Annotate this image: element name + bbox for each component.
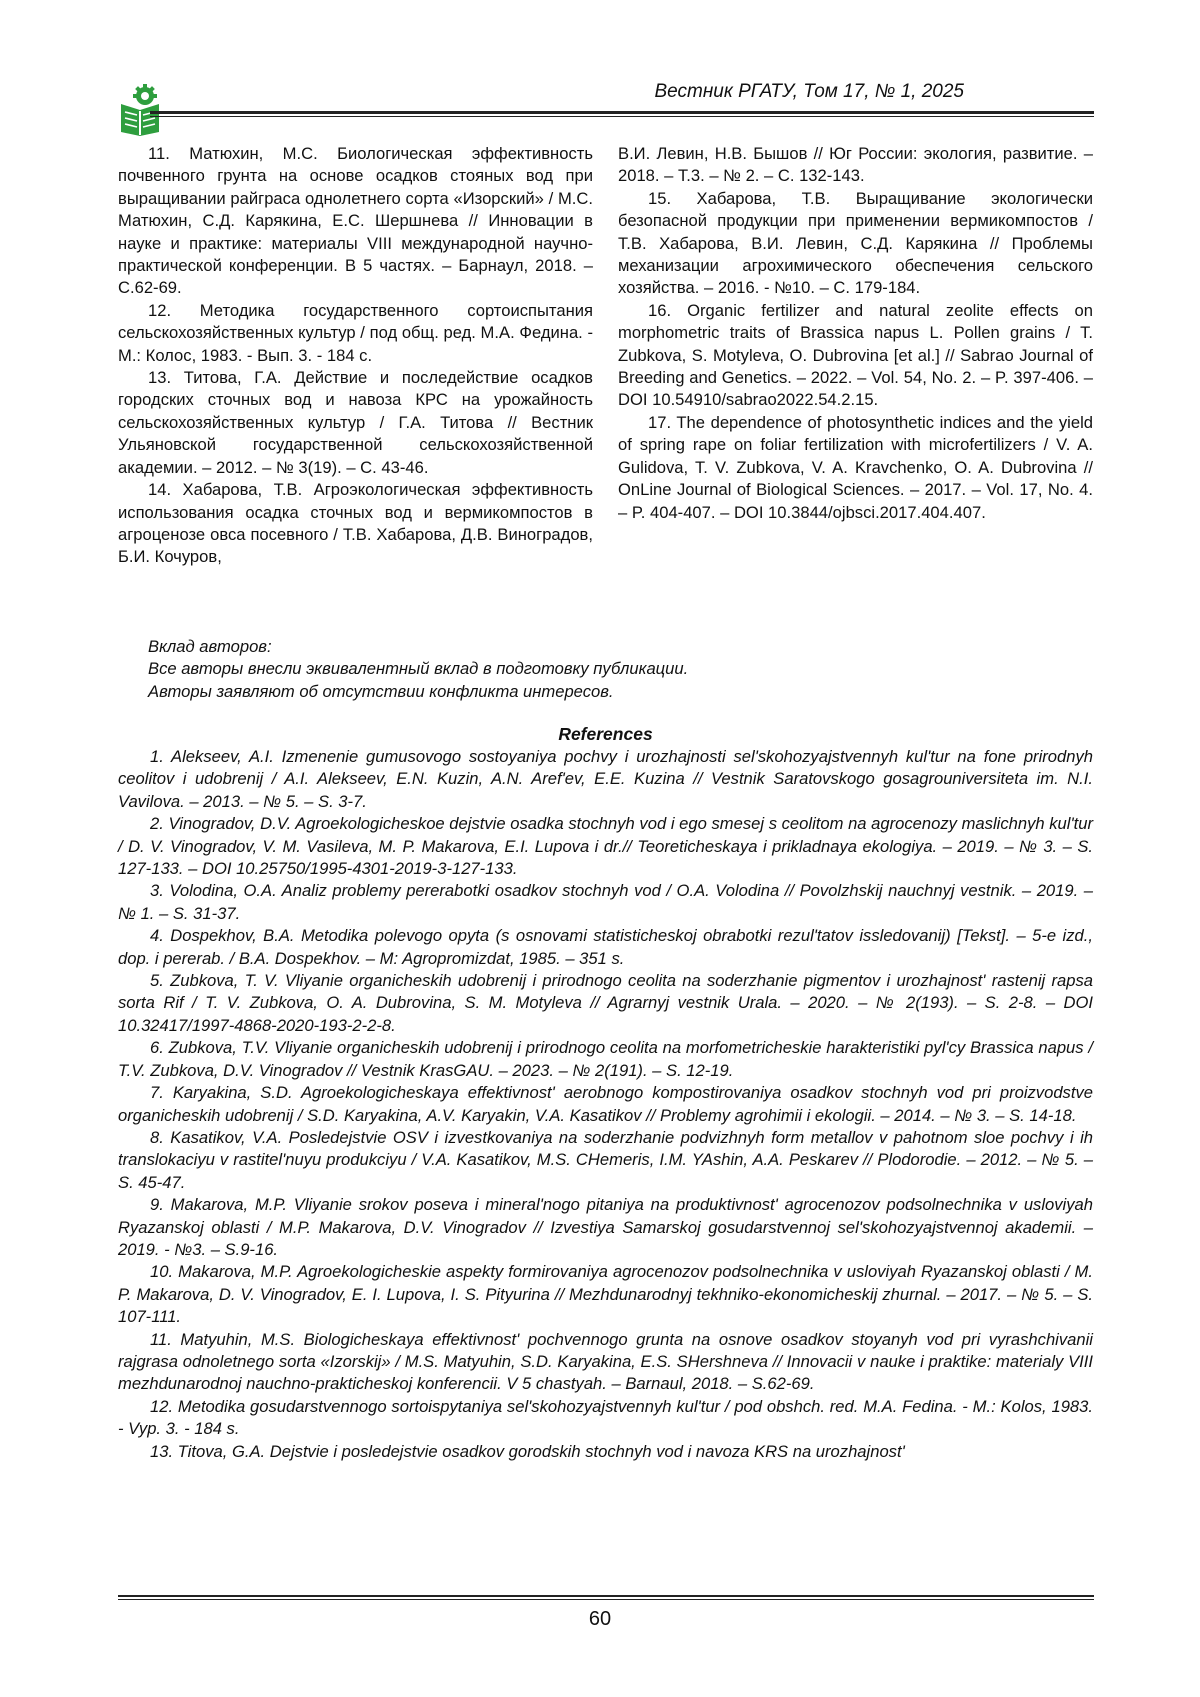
reference-item: 12. Методика государственного сортоиспытания сельскохозяйственных культур / под общ. ред. М.А. Федина. - М.: Колос, 1983. - Вып. 3. - 184 с. [118,300,593,365]
journal-header: Вестник РГАТУ, Том 17, № 1, 2025 [654,81,964,102]
left-column [118,143,593,569]
reference-item: 16. Organic fertilizer and natural zeolite effects on morphometric traits of Brassica napus L. Pollen grains / T. Zubkova, S. Motyleva, O. Dubrovina [et al.] // Sabrao Journal of Breeding and Genetics. – 2022. – Vol. 54, No. 2. – P. 397-406. – DOI 10.54910/sabrao2022.54.2.15. [618,300,1093,410]
reference-item: 4. Dospekhov, B.A. Metodika polevogo opyta (s osnovami statisticheskoj obrabotki rezul'tatov issledovanij) [Tekst]. – 5-e izd., dop. i pererab. / B.A. Dospekhov. – M: Agropromizdat, 1985. – 351 s. [118,926,1093,968]
reference-item: 11. Matyuhin, M.S. Biologicheskaya effektivnost' pochvennogo grunta na osnove osadkov stoyanyh vod pri vyrashchivanii rajgrasa odnoletnego sorta «Izorskij» / M.S. Matyuhin, S.D. Karyakina, E.S. SHershneva // Innovacii v nauke i praktike: materialy VIII mezhdunarodnoj nauchno-prakticheskoj konferencii. V 5 chastyah. – Barnaul, 2018. – S.62-69. [118,1329,1093,1394]
reference-item: 2. Vinogradov, D.V. Agroekologicheskoe dejstvie osadka stochnyh vod i ego smesej s ceolitom na agrocenozy maslichnyh kul'tur / D. V. Vinogradov, V. M. Vasileva, M. P. Makarova, E.I. Lupova i dr.// Teoreticheskaya i prikladnaya ekologiya. – 2019. – № 3. – S. 127-133. – DOI 10.25750/1995-4301-2019-3-127-133. [118,814,1093,879]
contribution-statement: Все авторы внесли эквивалентный вклад в подготовку публикации. [148,659,689,679]
reference-item: 14. Хабарова, Т.В. Агроэкологическая эффективность использования осадка сточных вод и вермикомпостов в агроценозе овса посевного / Т.В. Хабарова, Д.В. Виноградов, Б.И. Кочуров, [118,480,593,567]
footer-rule [118,1595,1094,1600]
reference-item: 7. Karyakina, S.D. Agroekologicheskaya effektivnost' aerobnogo kompostirovaniya osadkov stochnyh vod pri proizvodstve organicheskih udobrenij / S.D. Karyakina, A.V. Karyakin, V.A. Kasatikov // Problemy agrohimii i ekologii. – 2014. – № 3. – S. 14-18. [118,1083,1093,1125]
two-column-body [118,143,1093,623]
reference-item: 15. Хабарова, Т.В. Выращивание экологически безопасной продукции при применении вермикомпостов / Т.В. Хабарова, В.И. Левин, С.Д. Карякина // Проблемы механизации агрохимического обеспечения сельского хозяйства. – 2016. - №10. – С. 179-184. [618,188,1093,298]
reference-continuation: В.И. Левин, Н.В. Бышов // Юг России: экология, развитие. – 2018. – Т.3. – № 2. – С. 132-143. [618,144,1093,186]
reference-item: 11. Матюхин, М.С. Биологическая эффективность почвенного грунта на основе осадков стояных вод при выращивании райграса однолетнего сорта «Изорский» / М.С. Матюхин, С.Д. Карякина, Е.С. Шершнева // Инновации в науке и практике: материалы VIII международной научно-практической конференции. В 5 частях. – Барнаул, 2018. – С.62-69. [118,144,593,298]
reference-item: 9. Makarova, M.P. Vliyanie srokov poseva i mineral'nogo pitaniya na produktivnost' agrocenozov podsolnechnika v usloviyah Ryazanskoj oblasti / M.P. Makarova, D.V. Vinogradov // Izvestiya Samarskoj gosudarstvennoj sel'skohozyajstvennoj akademii. – 2019. - №3. – S.9-16. [118,1195,1093,1259]
references-section [118,722,1093,1463]
reference-item: 5. Zubkova, T. V. Vliyanie organicheskih udobrenij i prirodnogo ceolita na soderzhanie pigmentov i urozhajnost' rastenij rapsa sorta Rif / T. V. Zubkova, O. A. Dubrovina, S. M. Motyleva // Agrarnyj vestnik Urala. – 2020. – № 2(193). – S. 2-8. – DOI 10.32417/1997-4868-2020-193-2-2-8. [118,971,1093,1035]
reference-item: 10. Makarova, M.P. Agroekologicheskie aspekty formirovaniya agrocenozov podsolnechnika v usloviyah Ryazanskoj oblasti / M. P. Makarova, D. V. Vinogradov, E. I. Lupova, I. S. Pityurina // Mezhdunarodnyj tekhniko-ekonomicheskij zhurnal. – 2017. – № 5. – S. 107-111. [118,1262,1093,1327]
contribution-heading: Вклад авторов: [148,637,272,656]
reference-item: 8. Kasatikov, V.A. Posledejstvie OSV i izvestkovaniya na soderzhanie podvizhnyh form metallov v pahotnom sloe pochvy i ih translokaciyu v rastitel'nuyu produkciyu / V.A. Kasatikov, M.S. CHemeris, I.M. YAshin, A.A. Peskarev // Plodorodie. – 2012. – № 5. – S. 45-47. [118,1127,1093,1192]
page-number: 60 [588,1608,612,1630]
right-column [618,143,1093,524]
reference-item: 13. Титова, Г.А. Действие и последействие осадков городских сточных вод и навоза КРС на урожайность сельскохозяйственных культур / Г.А. Титова // Вестник Ульяновской государственной сельскохозяйственной академии. – 2012. – № 3(19). – С. 43-46. [118,368,593,477]
reference-item: 17. The dependence of photosynthetic indices and the yield of spring rape on foliar fertilization with microfertilizers / V. A. Gulidova, T. V. Zubkova, V. A. Kravchenko, O. A. Dubrovina // OnLine Journal of Biological Sciences. – 2017. – Vol. 17, No. 4. – P. 404-407. – DOI 10.3844/ojbsci.2017.404.407. [618,412,1093,522]
references-title: References [558,724,653,744]
reference-item: 12. Metodika gosudarstvennogo sortoispytaniya sel'skohozyajstvennyh kul'tur / pod obshch. red. M.A. Fedina. - M.: Kolos, 1983. - Vyp. 3. - 184 s. [118,1396,1093,1439]
header-rule [150,111,1094,117]
reference-item: 6. Zubkova, T.V. Vliyanie organicheskih udobrenij i prirodnogo ceolita na morfometricheskie harakteristiki pyl'cy Brassica napus / T.V. Zubkova, D.V. Vinogradov // Vestnik KrasGAU. – 2023. – № 2(191). – S. 12-19. [118,1038,1093,1080]
conflict-statement: Авторы заявляют об отсутствии конфликта интересов. [148,681,614,701]
reference-item: 1. Alekseev, A.I. Izmenenie gumusovogo sostoyaniya pochvy i urozhajnosti sel'skohozyajstvennyh kul'tur na fone prirodnyh ceolitov i udobrenij / A.I. Alekseev, E.N. Kuzin, A.N. Aref'ev, E.E. Kuzina // Vestnik Saratovskogo gosagrouniversiteta im. N.I. Vavilova. – 2013. – № 5. – S. 3-7. [118,747,1093,811]
author-contribution [148,636,688,703]
reference-item: 3. Volodina, O.A. Analiz problemy pererabotki osadkov stochnyh vod / O.A. Volodina // Povolzhskij nauchnyj vestnik. – 2019. – № 1. – S. 31-37. [118,881,1093,923]
journal-logo-icon [118,84,162,136]
reference-item: 13. Titova, G.A. Dejstvie i posledejstvie osadkov gorodskih stochnyh vod i navoza KRS na urozhajnost' [150,1441,905,1461]
